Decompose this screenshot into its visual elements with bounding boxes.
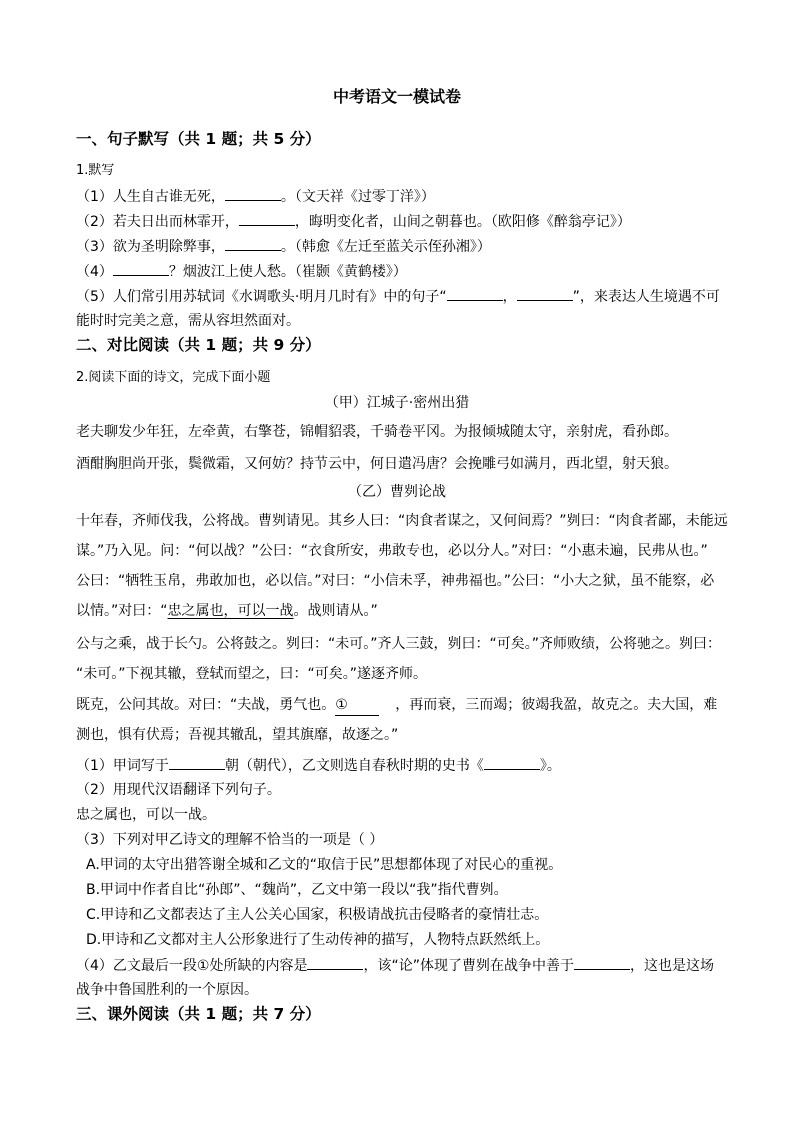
q2-sub-2: （2）用现代汉语翻译下列句子。 (76, 782, 281, 798)
text-yi-title: （乙）曹刿论战 (348, 484, 446, 500)
text-yi-line-6: “未可。”下视其辙，登轼而望之，曰：“可矣。”遂逐齐师。 (76, 666, 428, 682)
q1-item-2: （2）若夫日出而林霏开， ，晦明变化者，山间之朝暮也。（欧阳修《醉翁亭记》） (76, 211, 631, 232)
page-title: 中考语文一模试卷 (332, 87, 461, 106)
answer-blank[interactable] (225, 236, 281, 251)
poem-jia-line-1: 老夫聊发少年狂，左牵黄，右擎苍，锦帽貂裘，千骑卷平冈。为报倾城随太守，亲射虎，看孙郎。 (76, 424, 678, 440)
answer-blank[interactable] (517, 286, 573, 301)
answer-blank[interactable] (225, 186, 281, 201)
q2-sub-1: （1）甲词写于 朝（朝代），乙文则选自春秋时期的史书《 》。 (76, 755, 561, 776)
q2-sub-4: （4）乙文最后一段①处所缺的内容是 ，该“论”体现了曹刿在战争中善于 ，这也是这场 (76, 955, 714, 976)
poem-jia-line-2: 酒酣胸胆尚开张，鬓微霜，又何妨？持节云中，何日遣冯唐？会挽雕弓如满月，西北望，射天狼。 (76, 456, 678, 472)
text-yi-line-4: 以情。”对曰：“忠之属也，可以一战。战则请从。” (76, 603, 378, 619)
answer-blank[interactable] (447, 286, 503, 301)
answer-blank[interactable] (113, 261, 169, 276)
text-yi-line-5: 公与之乘，战于长勺。公将鼓之。刿曰：“未可。”齐人三鼓，刿曰：“可矣。”齐师败绩，公将驰之。刿曰： (76, 636, 722, 652)
answer-blank[interactable] (169, 755, 225, 770)
option-c[interactable]: C.甲诗和乙文都表达了主人公关心国家，积极请战抗击侵略者的豪情壮志。 (86, 907, 549, 923)
text-yi-line-7: 既克，公问其故。对曰：“夫战，勇气也。① ，再而衰，三而竭；彼竭我盈，故克之。夫大国，难 (76, 695, 717, 716)
section-heading-2: 二、对比阅读（共 1 题；共 9 分） (76, 336, 321, 354)
question-2-label: 2.阅读下面的诗文，完成下面小题 (76, 370, 271, 385)
q2-sub-2-sentence: 忠之属也，可以一战。 (76, 807, 216, 823)
section-heading-3: 三、课外阅读（共 1 题；共 7 分） (76, 1005, 321, 1023)
q1-item-5-cont: 能时时完美之意，需从容坦然面对。 (76, 313, 300, 329)
q2-sub-3: （3）下列对甲乙诗文的理解不恰当的一项是（ ） (76, 832, 384, 848)
answer-blank[interactable] (484, 755, 540, 770)
answer-blank[interactable] (239, 211, 295, 226)
underlined-sentence: 忠之属也，可以一战 (167, 603, 294, 619)
text-yi-line-3: 公曰：“牺牲玉帛，弗敢加也，必以信。”对曰：“小信未孚，神弗福也。”公曰：“小大之狱，虽不能察，必 (76, 573, 715, 589)
q2-sub-4-cont: 战争中鲁国胜利的一个原因。 (76, 982, 258, 998)
text-yi-line-2: 谋。”乃入见。问：“何以战？”公曰：“衣食所安，弗敢专也，必以分人。”对曰：“小惠未遍，民弗从也。” (76, 543, 708, 559)
question-1-label: 1.默写 (76, 163, 115, 178)
q1-item-3: （3）欲为圣明除弊事， 。（韩愈《左迁至蓝关示侄孙湘》） (76, 236, 491, 257)
q1-item-4: （4） ？烟波江上使人愁。（崔颢《黄鹤楼》） (76, 261, 407, 282)
section-heading-1: 一、句子默写（共 1 题；共 5 分） (76, 130, 321, 148)
q1-item-1: （1）人生自古谁无死， 。（文天祥《过零丁洋》） (76, 186, 435, 207)
option-b[interactable]: B.甲词中作者自比“孙郎”、“魏尚”，乙文中第一段以“我”指代曹刿。 (86, 882, 508, 898)
numbered-blank[interactable]: ① (335, 695, 379, 716)
q1-item-5: （5）人们常引用苏轼词《水调歌头·明月几时有》中的句子“ ， ”，来表达人生境遇不可 (76, 286, 720, 307)
text-yi-line-1: 十年春，齐师伐我，公将战。曹刿请见。其乡人曰：“肉食者谋之，又何间焉？”刿曰：“肉食者鄙，未能远 (76, 513, 728, 529)
answer-blank[interactable] (307, 955, 363, 970)
poem-jia-title: （甲）江城子·密州出猎 (324, 395, 470, 411)
answer-blank[interactable] (574, 955, 630, 970)
option-d[interactable]: D.甲诗和乙文都对主人公形象进行了生动传神的描写，人物特点跃然纸上。 (86, 932, 550, 948)
text-yi-line-8: 测也，惧有伏焉；吾视其辙乱，望其旗靡，故逐之。” (76, 727, 399, 743)
option-a[interactable]: A.甲词的太守出猎答谢全城和乙文的“取信于民”思想都体现了对民心的重视。 (86, 857, 563, 873)
